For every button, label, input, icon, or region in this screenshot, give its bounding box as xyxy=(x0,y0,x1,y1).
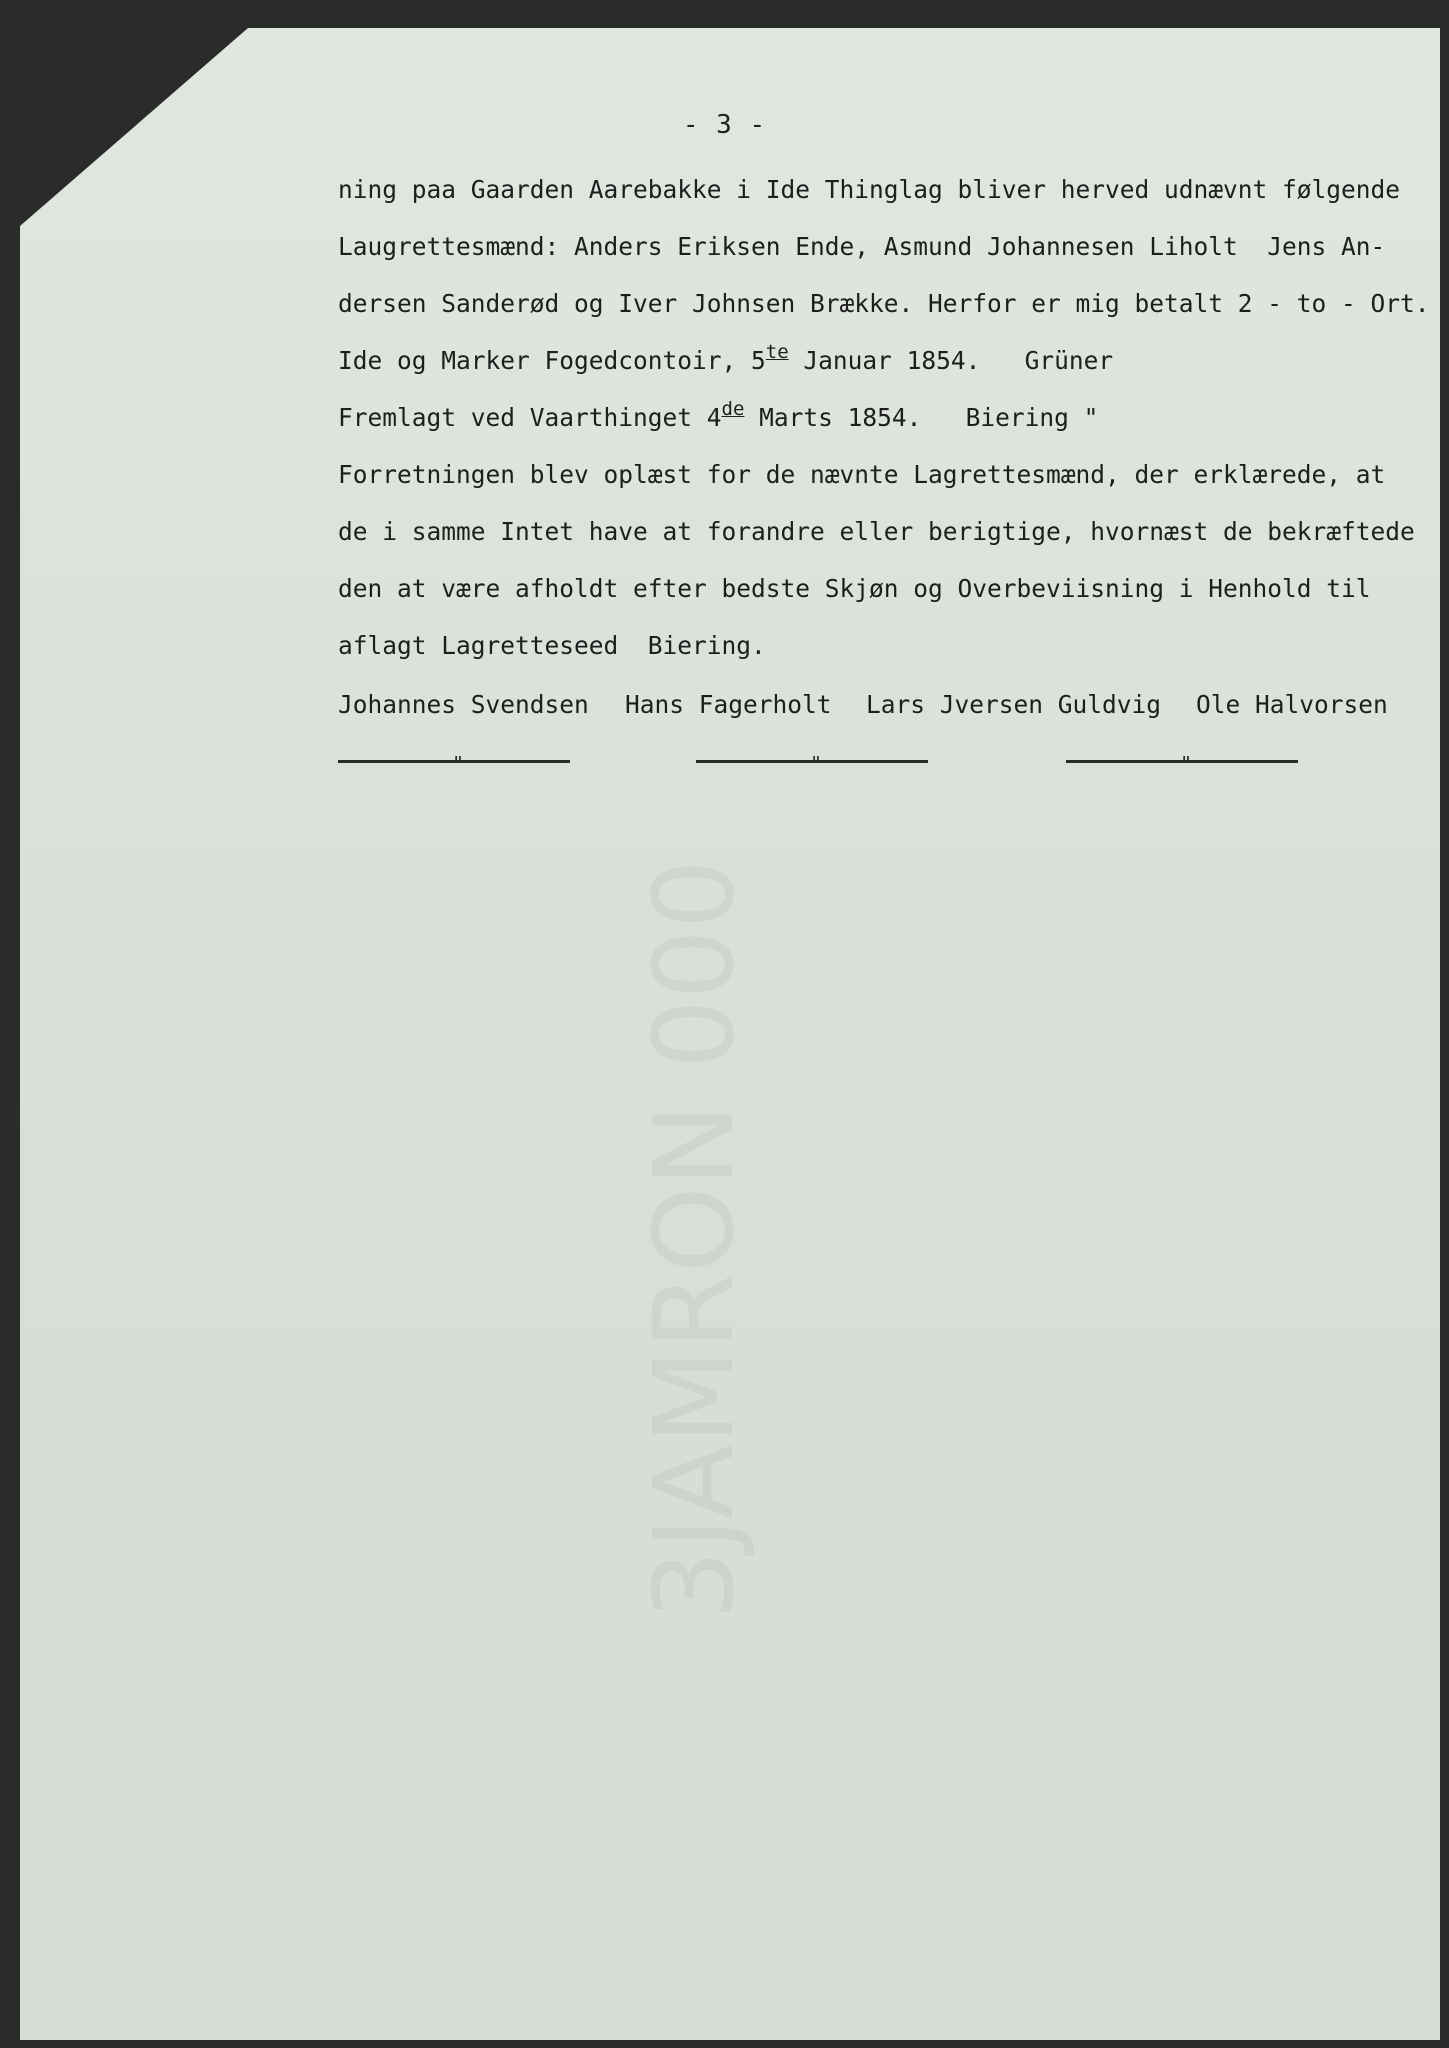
ordinal-suffix-te: te xyxy=(765,341,789,363)
body-line-4-start: Ide og Marker Fogedcontoir, 5 xyxy=(338,346,766,375)
body-line-6: Forretningen blev oplæst for de nævnte Lagrettesmænd, der erklærede, at xyxy=(338,460,1386,489)
page-number: - 3 - xyxy=(682,110,767,140)
body-line-2: Laugrettesmænd: Anders Eriksen Ende, Asmund Johannesen Liholt Jens An- xyxy=(338,232,1386,261)
body-line-5-end: Marts 1854. Biering " xyxy=(744,403,1099,432)
body-line-4 xyxy=(338,341,1114,376)
signature-2: Hans Fagerholt xyxy=(625,690,832,719)
body-line-1: ning paa Gaarden Aarebakke i Ide Thinglag bliver herved udnævnt følgende xyxy=(338,175,1401,204)
signature-3: Lars Jversen Guldvig xyxy=(866,690,1162,719)
body-line-4-end: Januar 1854. Grüner xyxy=(788,346,1114,375)
signature-4: Ole Halvorsen xyxy=(1196,690,1388,719)
body-line-5 xyxy=(338,398,1099,433)
ordinal-suffix-de: de xyxy=(721,398,745,420)
ditto-mark-2: " xyxy=(810,752,823,776)
signature-row xyxy=(338,690,1418,722)
ditto-mark-1: " xyxy=(452,752,465,776)
body-line-9: aflagt Lagretteseed Biering. xyxy=(338,631,766,660)
ditto-mark-3: " xyxy=(1180,752,1193,776)
body-line-5-start: Fremlagt ved Vaarthinget 4 xyxy=(338,403,722,432)
signature-1: Johannes Svendsen xyxy=(338,690,589,719)
watermark-stamp: 3JAMRON 000 xyxy=(630,859,758,1620)
body-line-8: den at være afholdt efter bedste Skjøn og Overbeviisning i Henhold til xyxy=(338,574,1371,603)
body-line-3: dersen Sanderød og Iver Johnsen Brække. Herfor er mig betalt 2 - to - Ort. xyxy=(338,289,1430,318)
body-line-7: de i samme Intet have at forandre eller berigtige, hvornæst de bekræftede xyxy=(338,517,1415,546)
